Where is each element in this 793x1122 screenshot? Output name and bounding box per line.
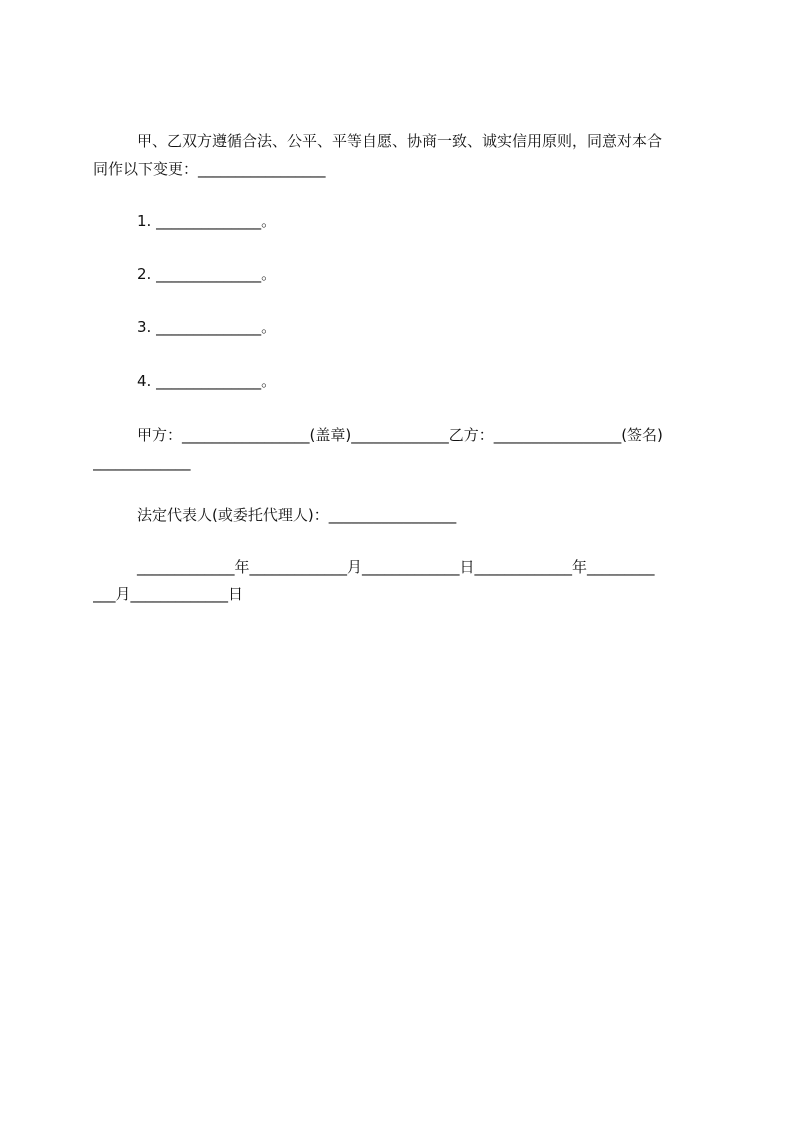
- intro-paragraph-line-1: 甲、乙双方遵循合法、公平、平等自愿、协商一致、诚实信用原则，同意对本合: [137, 132, 663, 150]
- date-line-2: ___月_____________日: [93, 585, 244, 603]
- date-line-1: _____________年_____________月_____________日_____________年_________: [137, 558, 655, 576]
- change-item-2: 2. ______________。: [137, 265, 277, 283]
- intro-paragraph-line-2: 同作以下变更：_________________: [93, 160, 326, 178]
- change-item-1: 1. ______________。: [137, 212, 277, 230]
- signature-line-1: 甲方：_________________(盖章)_____________乙方：_________________(签名): [137, 426, 663, 444]
- change-item-3: 3. ______________。: [137, 318, 277, 336]
- change-item-4: 4. ______________。: [137, 372, 277, 390]
- legal-representative-line: 法定代表人(或委托代理人)：_________________: [137, 506, 457, 524]
- signature-line-2: _____________: [93, 453, 191, 471]
